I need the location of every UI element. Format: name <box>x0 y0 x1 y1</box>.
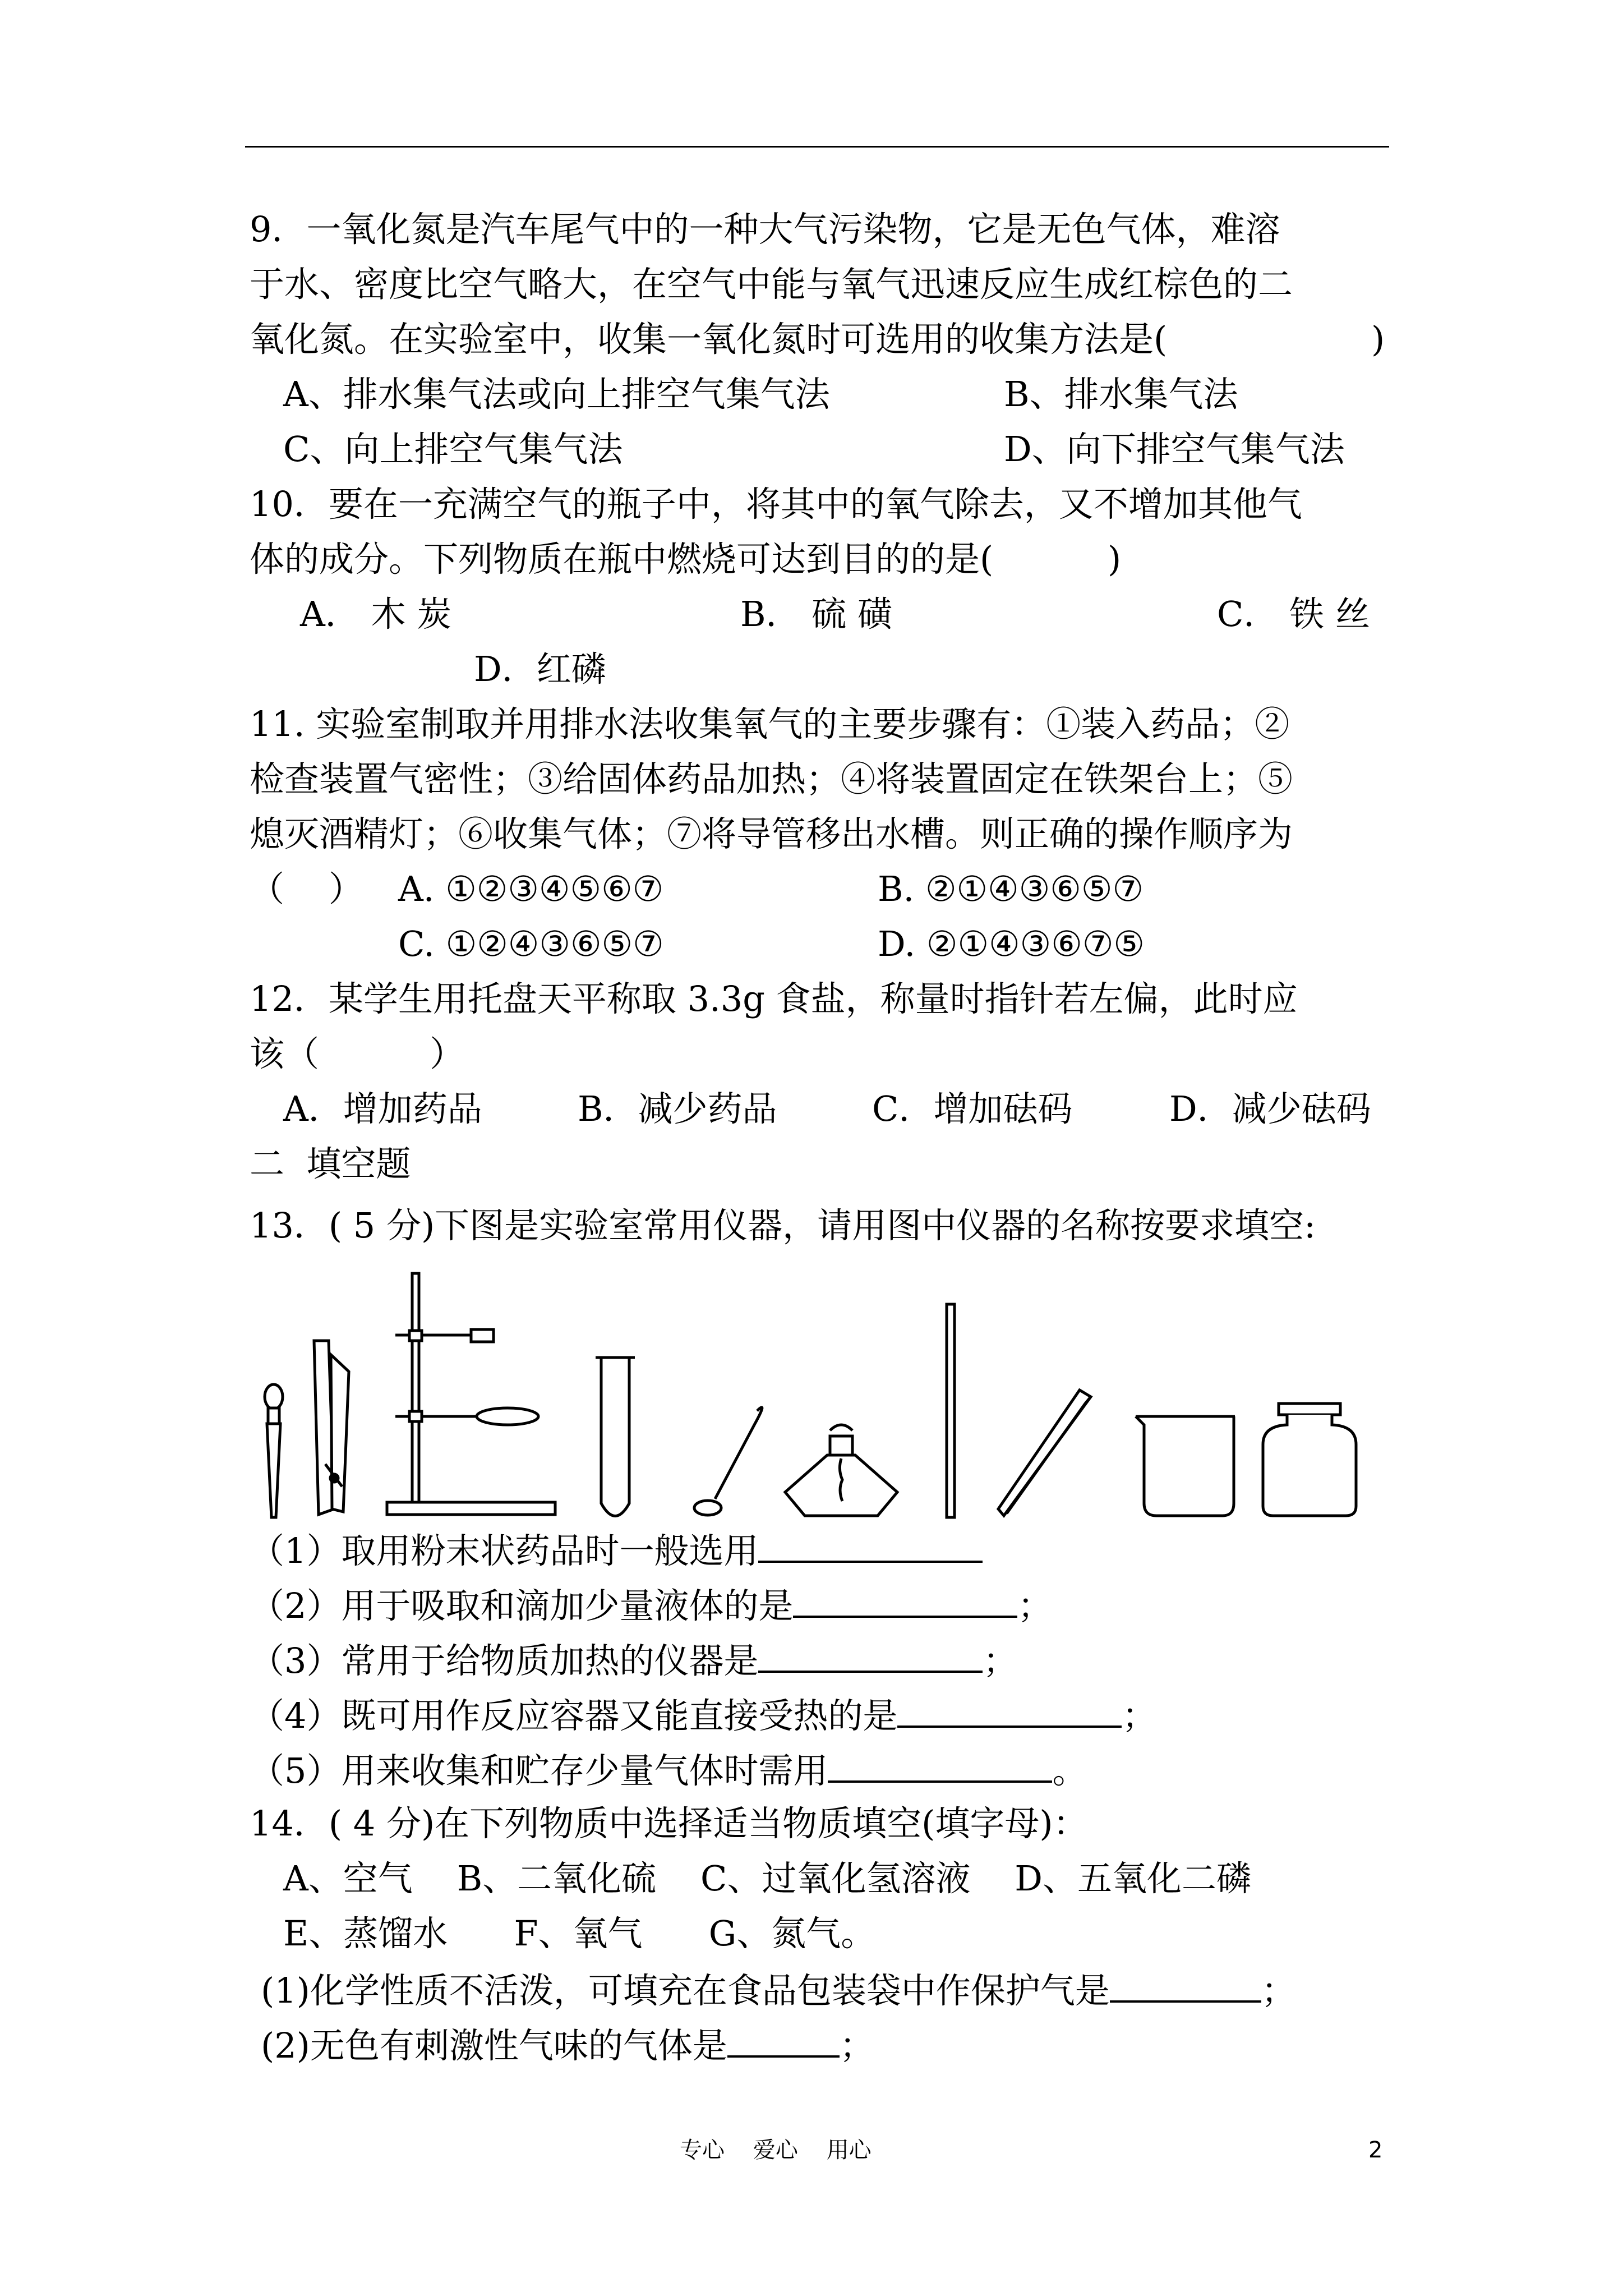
q10-option-c: C． 铁 丝 <box>1217 593 1370 634</box>
q12-option-c: C．增加砝码 <box>872 1088 1073 1129</box>
dropper-icon <box>265 1384 283 1517</box>
q10-stem-line1: 10．要在一充满空气的瓶子中，将其中的氧气除去，又不增加其他气 <box>250 484 1302 524</box>
q13-item-5-end: 。 <box>1052 1750 1087 1791</box>
q12-stem-line2: 该（ ） <box>250 1033 465 1074</box>
q10-stem-line2: 体的成分。下列物质在瓶中燃烧可达到目的的是( <box>250 539 994 579</box>
q13-item-3-end: ； <box>983 1640 1018 1681</box>
q13-item-4-text: （4）既可用作反应容器又能直接受热的是 <box>250 1695 898 1736</box>
beaker-icon <box>1136 1416 1235 1516</box>
header-rule <box>245 146 1389 148</box>
q14-item-1 <box>261 1961 1296 2018</box>
gas-collecting-bottle-icon <box>1263 1404 1356 1516</box>
q13-stem: 13．( 5 分)下图是实验室常用仪器，请用图中仪器的名称按要求填空: <box>250 1205 1316 1246</box>
q13-blank-2[interactable] <box>793 1576 1017 1618</box>
q13-item-2-end: ； <box>1017 1585 1053 1626</box>
q10-option-b: B． 硫 磺 <box>740 593 892 634</box>
q12-option-a: A．增加药品 <box>283 1088 482 1129</box>
q13-item-3-text: （3）常用于给物质加热的仪器是 <box>250 1640 759 1681</box>
q12-option-b: B．减少药品 <box>578 1088 777 1129</box>
tweezers-icon <box>998 1390 1091 1516</box>
q12-option-d: D．减少砝码 <box>1169 1088 1371 1129</box>
iron-stand-icon <box>387 1273 555 1515</box>
q14-item-1-end: ； <box>1261 1970 1296 2011</box>
q13-item-5 <box>250 1741 1087 1798</box>
q11-option-b: B. ②①④③⑥⑤⑦ <box>878 868 1144 909</box>
q11-answer-paren: （ ） <box>250 868 363 909</box>
q14-item-1-text: (1)化学性质不活泼，可填充在食品包装袋中作保护气是 <box>261 1970 1110 2011</box>
q10-paren-close: ) <box>1108 539 1122 579</box>
q13-item-1-text: （1）取用粉末状药品时一般选用 <box>250 1530 759 1571</box>
q13-item-5-text: （5）用来收集和贮存少量气体时需用 <box>250 1750 828 1791</box>
q10-option-a: A． 木 炭 <box>300 593 452 634</box>
test-tube-clamp-icon <box>314 1341 349 1515</box>
q11-option-a: A. ①②③④⑤⑥⑦ <box>398 868 664 909</box>
section-heading: 二 填空题 <box>250 1143 411 1184</box>
q12-stem-line1: 12．某学生用托盘天平称取 3.3g 食盐，称量时指针若左偏，此时应 <box>250 978 1298 1019</box>
page-number: 2 <box>1368 2137 1383 2163</box>
q14-blank-1[interactable] <box>1110 1961 1261 2003</box>
q14-choices-line1: A、空气 B、二氧化硫 C、过氧化氢溶液 D、五氧化二磷 <box>283 1858 1251 1899</box>
q13-item-2 <box>250 1576 1052 1634</box>
q13-blank-3[interactable] <box>758 1631 983 1673</box>
q14-blank-2[interactable] <box>727 2016 840 2058</box>
q14-choices-line2: E、蒸馏水 F、氧气 G、氮气。 <box>283 1913 876 1954</box>
medicine-spoon-icon <box>694 1407 762 1515</box>
q13-blank-1[interactable] <box>758 1521 983 1563</box>
alcohol-lamp-icon <box>785 1425 897 1516</box>
q9-option-d: D、向下排空气集气法 <box>1004 429 1345 470</box>
q11-stem-line2: 检查装置气密性；③给固体药品加热；④将装置固定在铁架台上；⑤ <box>250 758 1293 799</box>
q11-stem-line1: 11. 实验室制取并用排水法收集氧气的主要步骤有：①装入药品；② <box>250 703 1290 744</box>
q13-item-3 <box>250 1631 1017 1688</box>
q11-option-c: C. ①②④③⑥⑤⑦ <box>398 923 664 964</box>
q13-item-4 <box>250 1686 1156 1743</box>
lab-apparatus-figure <box>247 1257 1391 1526</box>
q14-item-2-end: ； <box>839 2025 874 2066</box>
q11-stem-line3: 熄灭酒精灯；⑥收集气体；⑦将导管移出水槽。则正确的操作顺序为 <box>250 813 1293 854</box>
q14-item-2 <box>261 2016 874 2073</box>
q9-stem-line3: 氧化氮。在实验室中，收集一氧化氮时可选用的收集方法是( <box>250 319 1168 360</box>
q10-option-d: D．红磷 <box>474 648 606 689</box>
q9-stem-line1: 9．一氧化氮是汽车尾气中的一种大气污染物，它是无色气体，难溶 <box>250 209 1280 250</box>
q11-option-d: D. ②①④③⑥⑦⑤ <box>878 923 1145 964</box>
q9-option-c: C、向上排空气集气法 <box>283 429 623 470</box>
q13-blank-4[interactable] <box>897 1686 1122 1728</box>
q9-paren-close: ) <box>1371 319 1385 360</box>
footer-motto: 专心 爱心 用心 <box>680 2137 872 2163</box>
q14-item-2-text: (2)无色有刺激性气味的气体是 <box>261 2025 727 2066</box>
q13-item-4-end: ； <box>1122 1695 1157 1736</box>
test-tube-icon <box>596 1358 635 1516</box>
q9-stem-line2: 于水、密度比空气略大，在空气中能与氧气迅速反应生成红棕色的二 <box>250 264 1293 305</box>
q13-item-1 <box>250 1521 983 1579</box>
glass-rod-icon <box>947 1304 955 1517</box>
q13-blank-5[interactable] <box>828 1741 1052 1783</box>
q9-option-b: B、排水集气法 <box>1004 374 1238 415</box>
q14-stem: 14．( 4 分)在下列物质中选择适当物质填空(填字母)： <box>250 1803 1088 1844</box>
q9-option-a: A、排水集气法或向上排空气集气法 <box>283 374 830 415</box>
q13-item-2-text: （2）用于吸取和滴加少量液体的是 <box>250 1585 794 1626</box>
